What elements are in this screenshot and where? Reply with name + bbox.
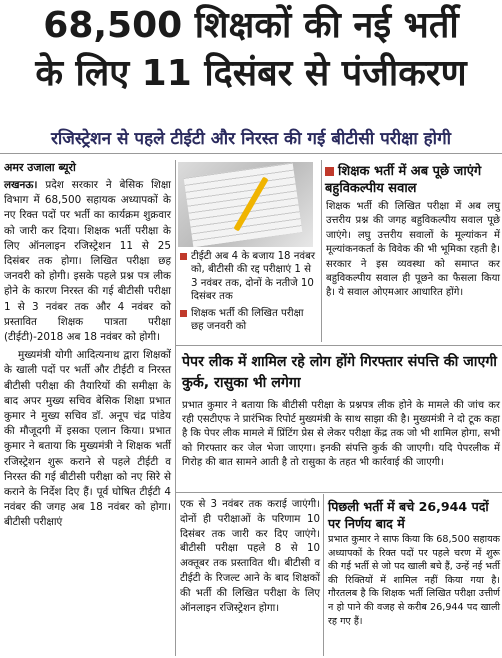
byline: अमर उजाला ब्यूरो bbox=[4, 161, 76, 174]
divider bbox=[0, 153, 502, 154]
middle-column: एक से 3 नवंबर तक कराई जाएंगी। दोनों ही परीक्षाओं के परिणाम 10 दिसंबर तक जारी कर दिए जाएंगे। बीटीसी परीक्षा पहले 8 से 10 अक्तूबर तक प्रस्तावित थी। बीटीसी व टीईटी के रिजल्ट आने के बाद शिक्षकों की भर्ती की लिखित परीक्षा के लिए ऑनलाइन रजिस्ट्रेशन होगा। bbox=[180, 499, 320, 614]
story-2-title: पेपर लीक में शामिल रहे लोग होंगे गिरफ्तार संपत्ति की जाएगी कुर्क, रासुका भी लगेगा bbox=[182, 354, 497, 391]
left-column bbox=[4, 178, 171, 531]
divider bbox=[176, 492, 502, 493]
highlight-item: शिक्षक भर्ती की लिखित परीक्षा छह जनवरी को bbox=[180, 307, 318, 334]
column-divider bbox=[175, 160, 176, 656]
column-divider bbox=[321, 160, 322, 342]
headline bbox=[0, 2, 502, 98]
sidebar-2-title: पिछली भर्ती में बचे 26,944 पदों पर निर्णय बाद में bbox=[328, 499, 489, 531]
headline-line-2: के लिए 11 दिसंबर से पंजीकरण bbox=[35, 53, 467, 94]
sidebar-1-title: शिक्षक भर्ती में अब पूछे जाएंगे बहुविकल्पीय सवाल bbox=[325, 164, 482, 196]
dateline: लखनऊ। bbox=[4, 179, 38, 191]
answer-sheet-image bbox=[184, 163, 303, 247]
paragraph-2: मुख्यमंत्री योगी आदित्यनाथ द्वारा शिक्षकों के खाली पदों पर भर्ती और टीईटी व निरस्त बीटीसी परीक्षा की तैयारियों की समीक्षा के बाद अपर मुख्य सचिव बेसिक शिक्षा प्रभात कुमार ने मुख्य सचिव डॉ. अनूप चंद्र पांडेय की मौजूदगी में इसका एलान किया। प्रभात कुमार ने बताया कि मुख्यमंत्री ने शिक्षक भर्ती रजिस्ट्रेशन शुरू कराने से पहले टीईटी व निरस्त की गई बीटीसी परीक्षा को नए सिरे से कराने के निर्देश दिए हैं। पूर्व घोषित टीईटी 4 नवंबर की जगह अब 18 नवंबर को होगा। बीटीसी परीक्षाएं bbox=[4, 349, 171, 529]
bullet-square-icon bbox=[325, 167, 334, 176]
highlights bbox=[180, 250, 318, 336]
bullet-square-icon bbox=[180, 310, 187, 317]
sidebar-1-body: शिक्षक भर्ती की लिखित परीक्षा में अब लघु उत्तरीय प्रश्न की जगह बहुविकल्पीय सवाल पूछे जाएंगे। लघु उत्तरीय सवालों के मूल्यांकन में मूल्यांकनकर्ता के विवेक की भी भूमिका रहती है। सरकार ने इस व्यवस्था को समाप्त कर बहुविकल्पीय सवाल ही पूछने का फैसला किया है। ये सवाल ओएमआर आधारित होंगे। bbox=[326, 201, 500, 299]
subheadline: रजिस्ट्रेशन से पहले टीईटी और निरस्त की गई बीटीसी परीक्षा होगी bbox=[50, 129, 452, 149]
column-divider bbox=[323, 494, 324, 656]
exam-sheet-photo bbox=[178, 162, 313, 247]
divider bbox=[176, 345, 502, 346]
sidebar-2-body: प्रभात कुमार ने साफ किया कि 68,500 सहायक अध्यापकों के रिक्त पदों पर पहले चरण में शुरू की गई भर्ती से जो पद खाली बचे हैं, उन्हें नई भर्ती की रिक्तियों में शामिल नहीं किया गया है। गौरतलब है कि शिक्षक भर्ती लिखित परीक्षा उत्तीर्ण न हो पाने की वजह से करीब 26,944 पद खाली रह गए हैं। bbox=[328, 534, 500, 627]
bullet-square-icon bbox=[180, 253, 187, 260]
story-2-body: प्रभात कुमार ने बताया कि बीटीसी परीक्षा के प्रश्नपत्र लीक होने के मामले की जांच कर रही एसटीएफ ने प्रारंभिक रिपोर्ट मुख्यमंत्री के साथ साझा की है। मुख्यमंत्री ने दो टूक कहा है कि पेपर लीक मामले में प्रिंटिंग प्रेस से लेकर परीक्षा केंद्र तक जो भी शामिल होगा, सभी को गिरफ्तार कर जेल भेजा जाएगा। इनकी संपत्ति कुर्क की जाएगी। यदि पेपरलीक में गिरोह की बात सामने आती है तो रासुका के तहत भी कार्रवाई की जाएगी। bbox=[182, 400, 500, 468]
headline-line-1: 68,500 शिक्षकों की नई भर्ती bbox=[43, 5, 459, 46]
highlight-item: टीईटी अब 4 के बजाय 18 नवंबर को, बीटीसी की रद्द परीक्षाएं 1 से 3 नवंबर तक, दोनों के नतीजे 10 दिसंबर तक bbox=[180, 250, 318, 304]
paragraph-1: लखनऊ। प्रदेश सरकार ने बेसिक शिक्षा विभाग में 68,500 सहायक अध्यापकों के नए रिक्त पदों पर भर्ती का कार्यक्रम शुक्रवार को जारी कर दिया। शिक्षक भर्ती परीक्षा के लिए ऑनलाइन रजिस्ट्रेशन 11 से 25 दिसंबर तक होगा। लिखित परीक्षा छह जनवरी को होगी। इसके पहले प्रश्न पत्र लीक होने के कारण निरस्त की गई बीटीसी परीक्षा 1 से 3 नवंबर तक और 4 नवंबर को प्रस्तावित शिक्षक पात्रता परीक्षा (टीईटी)-2018 अब 18 नवंबर को होगी। bbox=[4, 179, 171, 344]
